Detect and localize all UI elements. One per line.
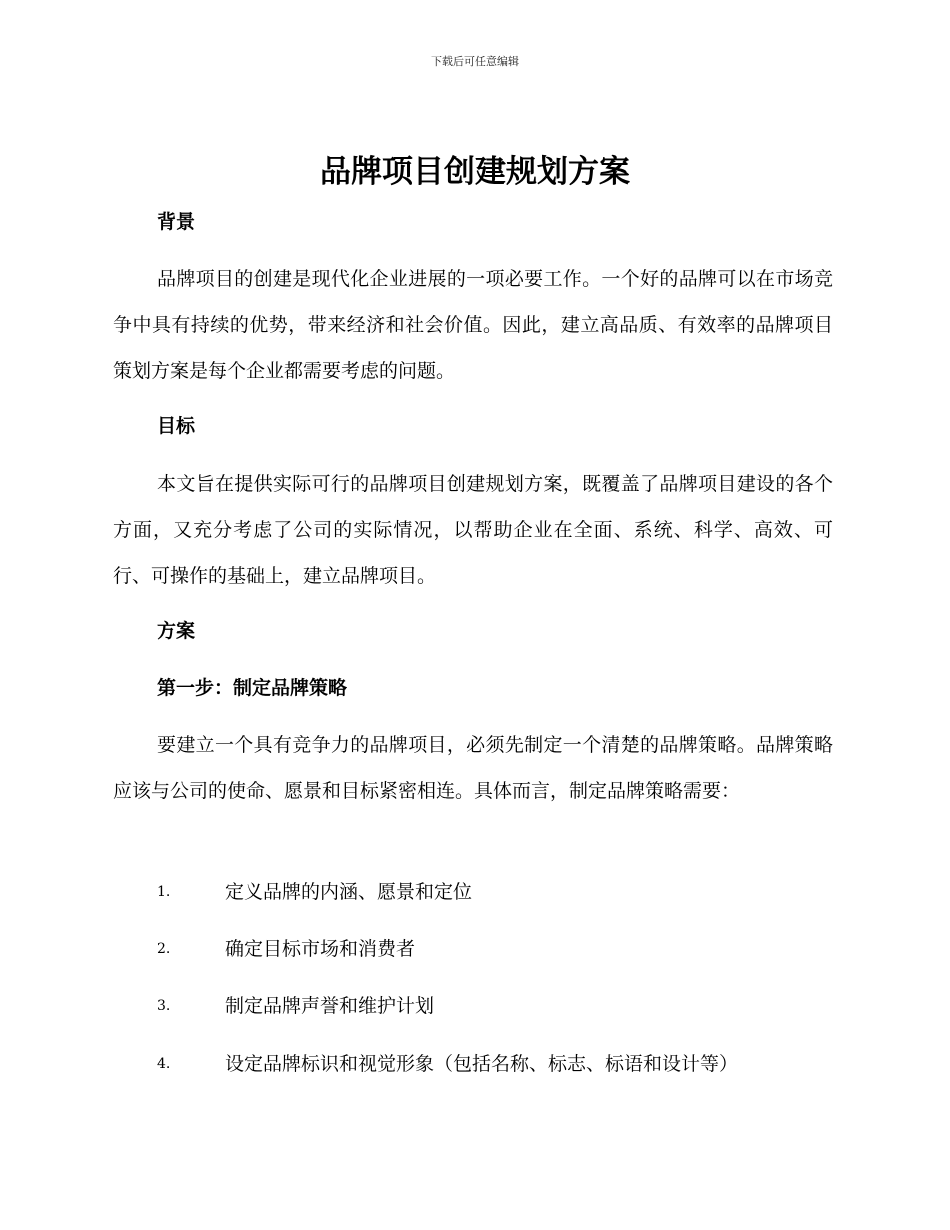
page-header-note: 下载后可任意编辑 (431, 55, 519, 68)
subsection-heading-step1: 第一步：制定品牌策略 (157, 677, 348, 699)
list-item-number: 1. (157, 884, 171, 900)
list-item (157, 992, 857, 1020)
list-item-number: 2. (157, 941, 171, 957)
list-item (157, 935, 857, 963)
paragraph-background: 品牌项目的创建是现代化企业进展的一项必要工作。一个好的品牌可以在市场竞争中具有持续的优势，带来经济和社会价值。因此，建立高品质、有效率的品牌项目策划方案是每个企业都需要考虑的问题。 (113, 268, 833, 382)
document-title: 品牌项目创建规划方案 (320, 154, 630, 190)
list-item-text: 定义品牌的内涵、愿景和定位 (225, 881, 473, 903)
list-item-text: 确定目标市场和消费者 (225, 938, 416, 960)
section-heading-plan: 方案 (157, 620, 196, 642)
list-item-text: 制定品牌声誉和维护计划 (225, 995, 435, 1017)
list-item-number: 3. (157, 998, 171, 1014)
list-item (157, 1050, 857, 1078)
section-heading-background: 背景 (157, 211, 196, 233)
list-item-number: 4. (157, 1056, 171, 1072)
list-item-text: 设定品牌标识和视觉形象（包括名称、标志、标语和设计等） (225, 1053, 739, 1075)
paragraph-step1: 要建立一个具有竞争力的品牌项目，必须先制定一个清楚的品牌策略。品牌策略应该与公司的使命、愿景和目标紧密相连。具体而言，制定品牌策略需要： (113, 734, 833, 802)
section-heading-goal: 目标 (157, 415, 196, 437)
list-item (157, 878, 857, 906)
paragraph-goal: 本文旨在提供实际可行的品牌项目创建规划方案，既覆盖了品牌项目建设的各个方面，又充分考虑了公司的实际情况，以帮助企业在全面、系统、科学、高效、可行、可操作的基础上，建立品牌项目。 (113, 473, 833, 587)
